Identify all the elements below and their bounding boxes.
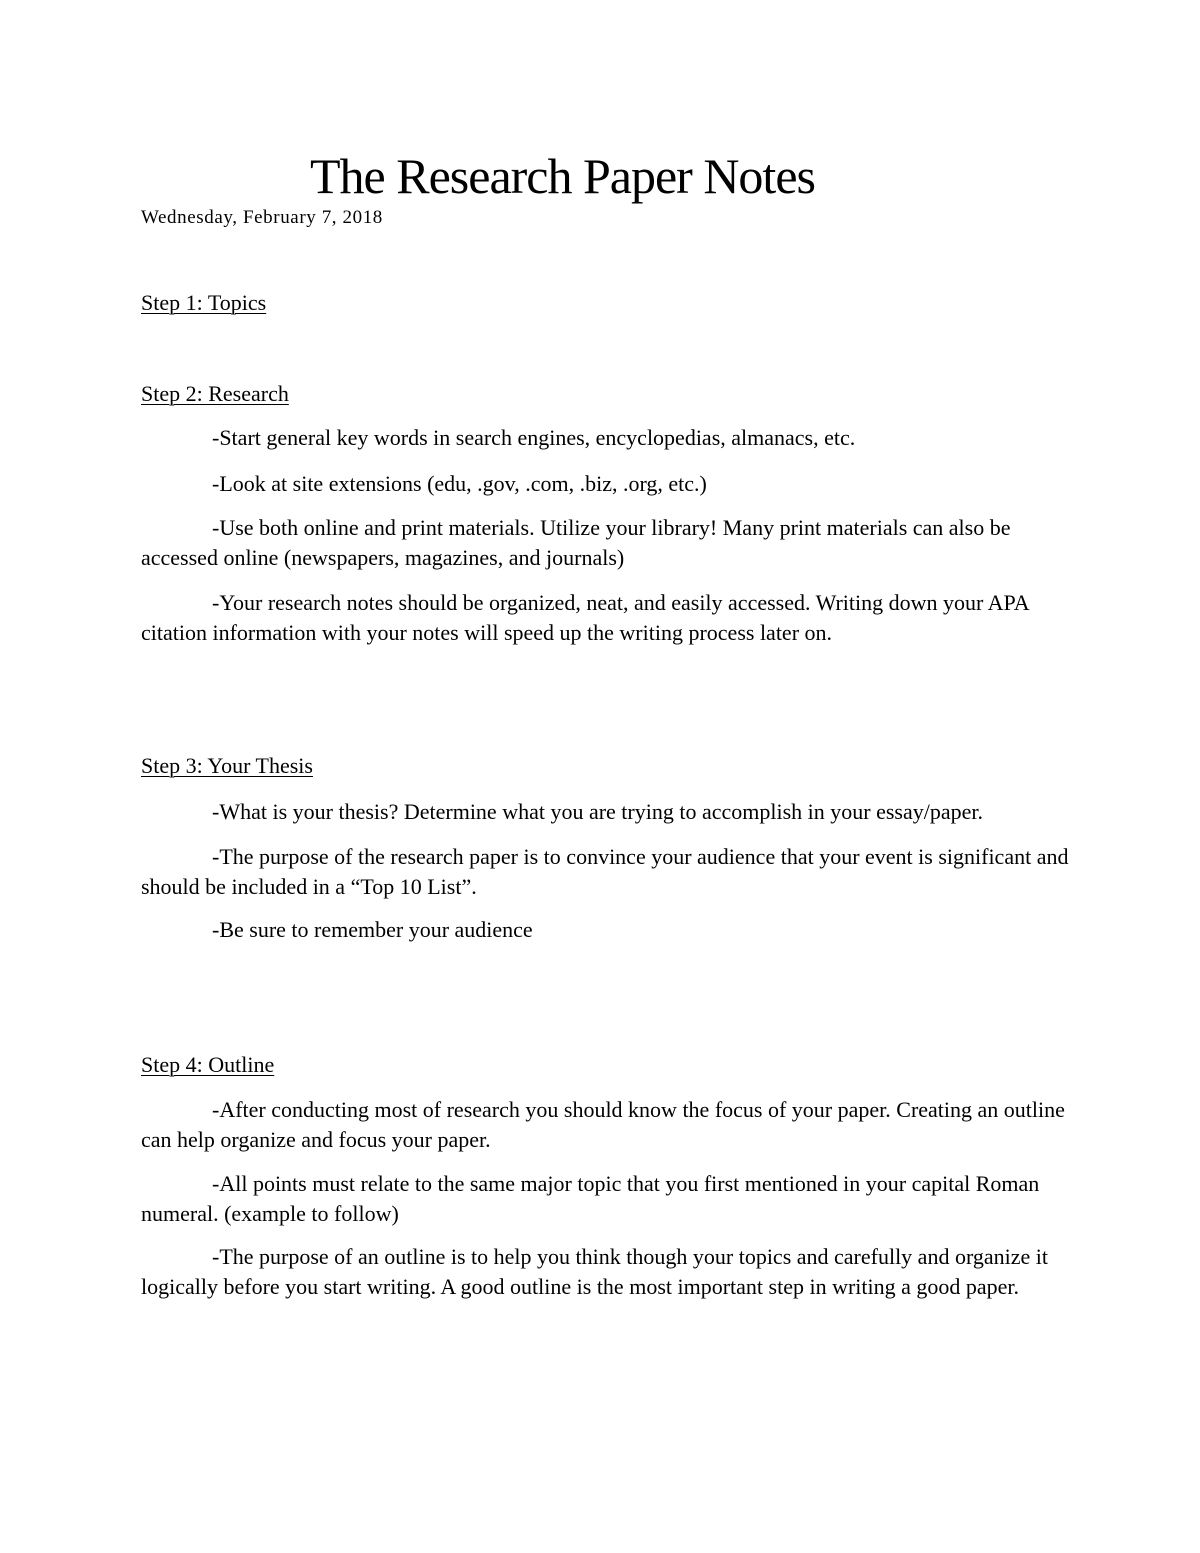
step-4-item: -All points must relate to the same major topic that you first mentioned in your capital Roman numeral. (example to follow) [141,1171,1040,1226]
step-2-item: -Start general key words in search engines, encyclopedias, almanacs, etc. [212,425,856,450]
step-2-item: -Your research notes should be organized, neat, and easily accessed. Writing down your APA citation information with your notes will speed up the writing process later on. [141,590,1029,645]
step-4-heading: Step 4: Outline [141,1052,275,1077]
step-2-item: -Look at site extensions (edu, .gov, .com, .biz, .org, etc.) [212,471,707,496]
step-3-item: -The purpose of the research paper is to convince your audience that your event is significant and should be included in a “Top 10 List”. [141,844,1069,899]
step-2-heading: Step 2: Research [141,381,289,406]
step-1-heading: Step 1: Topics [141,290,267,315]
document-date: Wednesday, February 7, 2018 [141,207,383,228]
step-4-item: -After conducting most of research you should know the focus of your paper. Creating an outline can help organize and focus your paper. [141,1097,1065,1152]
step-3-item: -Be sure to remember your audience [212,917,533,942]
step-3-heading: Step 3: Your Thesis [141,753,313,778]
step-2-item: -Use both online and print materials. Utilize your library! Many print materials can also be accessed online (newspapers, magazines, and journals) [141,515,1011,570]
document-title: The Research Paper Notes [310,148,815,204]
step-3-item: -What is your thesis? Determine what you are trying to accomplish in your essay/paper. [212,799,984,824]
step-4-item: -The purpose of an outline is to help you think though your topics and carefully and organize it logically before you start writing. A good outline is the most important step in writing a good paper. [141,1244,1049,1299]
